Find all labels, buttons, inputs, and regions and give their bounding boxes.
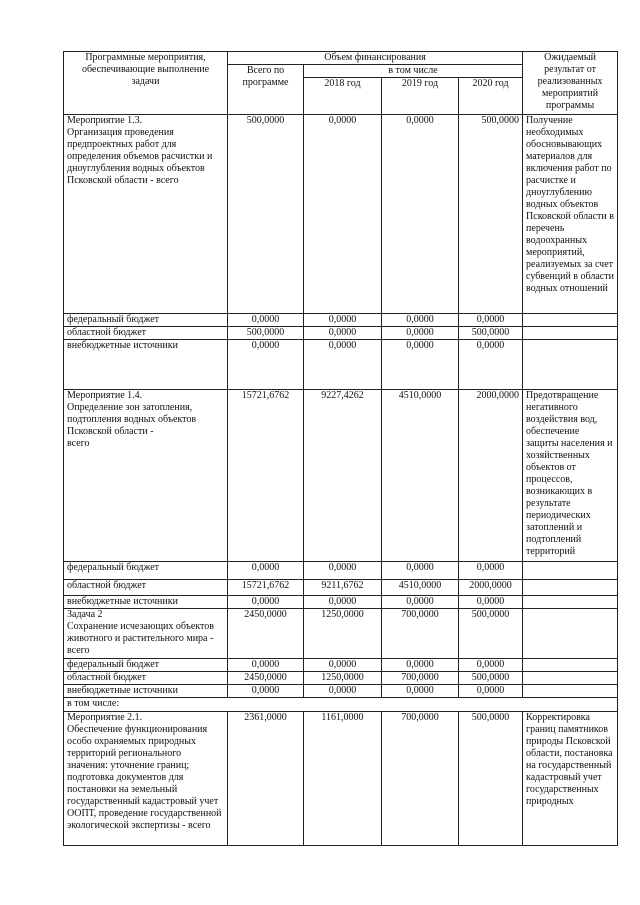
y2018-cell: 0,0000 [304, 115, 382, 314]
measure-label: Мероприятие 2.1. Обеспечение функционирования особо охраняемых природных территорий регионального значения: уточнение границ; подготовка документов для постановки на земельный государственный кадастровый учет ООПТ, проведение государственной экологической экспертизы - всего [64, 712, 228, 846]
total-cell: 0,0000 [228, 314, 304, 327]
expected-result-cell: Получение необходимых обосновывающих материалов для включения работ по расчистке и дноуглублению водных объектов Псковской области в перечень водоохранных мероприятий, реализуемых за счет субвенций в области водных отношений [523, 115, 618, 314]
y2019-cell: 0,0000 [382, 685, 459, 698]
header-2019: 2019 год [382, 78, 459, 115]
y2018-cell: 1250,0000 [304, 609, 382, 659]
total-cell: 0,0000 [228, 340, 304, 390]
y2019-cell: 700,0000 [382, 712, 459, 846]
y2019-cell: 0,0000 [382, 596, 459, 609]
y2020-cell: 0,0000 [459, 685, 523, 698]
table-row [64, 340, 618, 390]
y2018-cell: 9227,4262 [304, 390, 382, 562]
header-financing: Объем финансирования [228, 52, 523, 65]
table-row [64, 596, 618, 609]
y2018-cell: 1161,0000 [304, 712, 382, 846]
total-cell: 15721,6762 [228, 580, 304, 596]
total-cell: 500,0000 [228, 327, 304, 340]
y2020-cell: 500,0000 [459, 327, 523, 340]
source-label: областной бюджет [64, 580, 228, 596]
y2019-cell: 0,0000 [382, 314, 459, 327]
expected-result-cell [523, 596, 618, 609]
y2020-cell: 0,0000 [459, 596, 523, 609]
table-row [64, 609, 618, 659]
y2018-cell: 1250,0000 [304, 672, 382, 685]
source-label: внебюджетные источники [64, 596, 228, 609]
financing-table [63, 51, 618, 846]
table-row [64, 562, 618, 580]
table-row [64, 327, 618, 340]
y2020-cell: 500,0000 [459, 712, 523, 846]
y2020-cell: 2000,0000 [459, 390, 523, 562]
header-expected-result: Ожидаемый результат от реализованных мероприятий программы [523, 52, 618, 115]
y2018-cell: 0,0000 [304, 314, 382, 327]
y2018-cell: 0,0000 [304, 596, 382, 609]
y2019-cell: 0,0000 [382, 562, 459, 580]
table-row [64, 712, 618, 846]
y2018-cell: 0,0000 [304, 327, 382, 340]
table-row [64, 390, 618, 562]
total-cell: 15721,6762 [228, 390, 304, 562]
header-2020: 2020 год [459, 78, 523, 115]
y2018-cell: 0,0000 [304, 659, 382, 672]
y2020-cell: 0,0000 [459, 659, 523, 672]
total-cell: 2361,0000 [228, 712, 304, 846]
y2020-cell: 500,0000 [459, 115, 523, 314]
expected-result-cell [523, 609, 618, 659]
y2019-cell: 700,0000 [382, 609, 459, 659]
header-measures: Программные мероприятия, обеспечивающие выполнение задачи [64, 52, 228, 115]
table-row [64, 698, 618, 712]
header-total: Всего по программе [228, 65, 304, 115]
source-label: внебюджетные источники [64, 340, 228, 390]
including-label: в том числе: [64, 698, 618, 712]
y2020-cell: 500,0000 [459, 609, 523, 659]
table-row [64, 580, 618, 596]
table-row [64, 659, 618, 672]
y2020-cell: 2000,0000 [459, 580, 523, 596]
y2018-cell: 0,0000 [304, 340, 382, 390]
expected-result-cell [523, 340, 618, 390]
total-cell: 0,0000 [228, 685, 304, 698]
table-row [64, 672, 618, 685]
header-2018: 2018 год [304, 78, 382, 115]
table-row [64, 115, 618, 314]
y2019-cell: 0,0000 [382, 340, 459, 390]
total-cell: 0,0000 [228, 596, 304, 609]
total-cell: 2450,0000 [228, 672, 304, 685]
expected-result-cell [523, 562, 618, 580]
table-row [64, 314, 618, 327]
expected-result-cell [523, 314, 618, 327]
source-label: федеральный бюджет [64, 659, 228, 672]
y2020-cell: 0,0000 [459, 562, 523, 580]
total-cell: 0,0000 [228, 562, 304, 580]
measure-label: Мероприятие 1.3. Организация проведения предпроектных работ для определения объемов расчистки и дноуглубления водных объектов Псковской области - всего [64, 115, 228, 314]
y2020-cell: 0,0000 [459, 340, 523, 390]
expected-result-cell [523, 685, 618, 698]
total-cell: 0,0000 [228, 659, 304, 672]
y2019-cell: 0,0000 [382, 327, 459, 340]
expected-result-cell [523, 580, 618, 596]
expected-result-cell [523, 659, 618, 672]
task-label: Задача 2 Сохранение исчезающих объектов животного и растительного мира - всего [64, 609, 228, 659]
y2018-cell: 0,0000 [304, 562, 382, 580]
y2020-cell: 0,0000 [459, 314, 523, 327]
y2019-cell: 4510,0000 [382, 580, 459, 596]
y2018-cell: 9211,6762 [304, 580, 382, 596]
table-row [64, 685, 618, 698]
source-label: областной бюджет [64, 672, 228, 685]
measure-label: Мероприятие 1.4. Определение зон затопления, подтопления водных объектов Псковской области - всего [64, 390, 228, 562]
header-including: в том числе [304, 65, 523, 78]
y2019-cell: 4510,0000 [382, 390, 459, 562]
expected-result-cell [523, 672, 618, 685]
expected-result-cell: Корректировка границ памятников природы Псковской области, постановка на государственный кадастровый учет государственных природных [523, 712, 618, 846]
total-cell: 500,0000 [228, 115, 304, 314]
source-label: областной бюджет [64, 327, 228, 340]
y2019-cell: 0,0000 [382, 659, 459, 672]
y2020-cell: 500,0000 [459, 672, 523, 685]
expected-result-cell [523, 327, 618, 340]
total-cell: 2450,0000 [228, 609, 304, 659]
y2018-cell: 0,0000 [304, 685, 382, 698]
source-label: внебюджетные источники [64, 685, 228, 698]
source-label: федеральный бюджет [64, 562, 228, 580]
y2019-cell: 0,0000 [382, 115, 459, 314]
y2019-cell: 700,0000 [382, 672, 459, 685]
source-label: федеральный бюджет [64, 314, 228, 327]
expected-result-cell: Предотвращение негативного воздействия вод, обеспечение защиты населения и хозяйственных объектов от процессов, возникающих в результате периодических затоплений и подтоплений территорий [523, 390, 618, 562]
